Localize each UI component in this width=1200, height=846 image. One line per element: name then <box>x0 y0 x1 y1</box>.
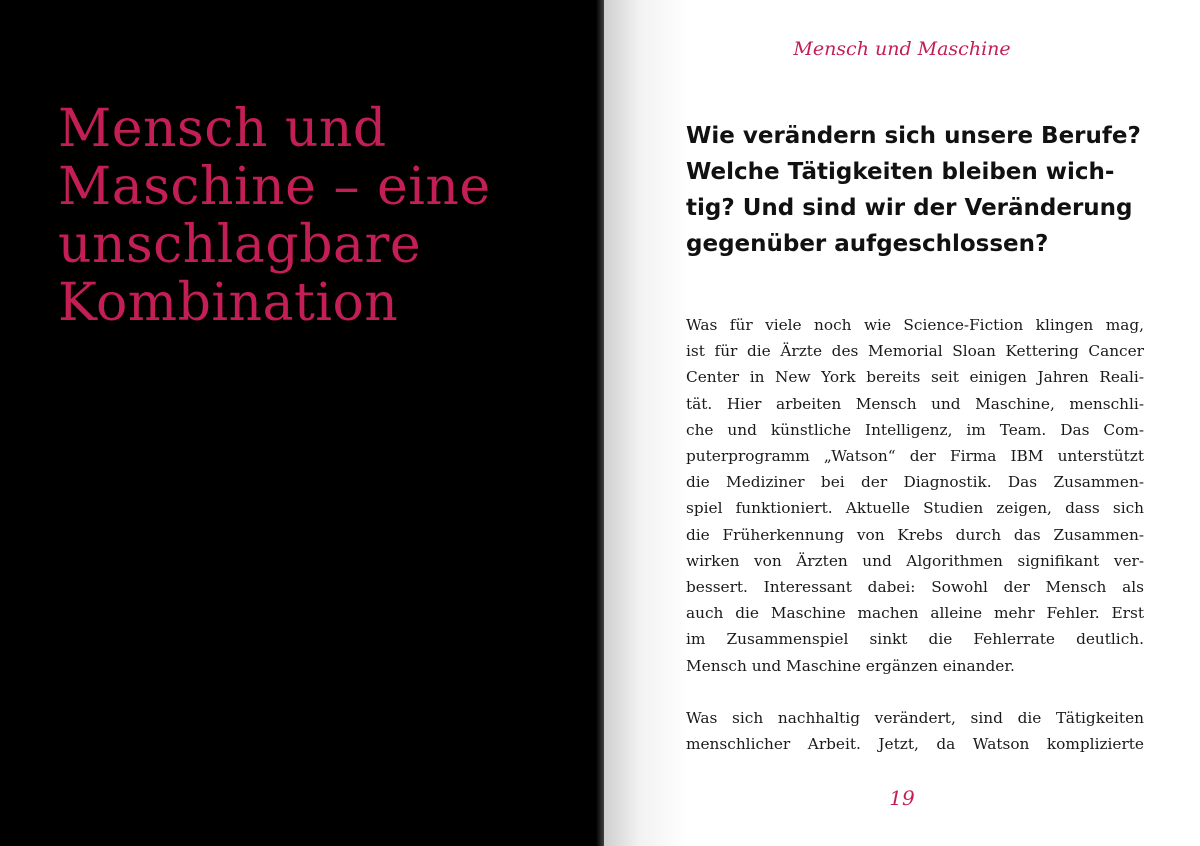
body-paragraph-2 <box>686 705 1144 757</box>
body-line: che und künstliche Intelligenz, im Team. Das Com- <box>686 420 1144 439</box>
lead-question-line: gegenüber aufgeschlossen? <box>686 231 1049 257</box>
chapter-title-line: Maschine – eine <box>58 157 491 217</box>
chapter-title-line: unschlagbare <box>58 215 422 275</box>
body-line: tät. Hier arbeiten Mensch und Maschine, menschli- <box>686 394 1144 413</box>
body-paragraph-1 <box>686 312 1144 679</box>
body-line: Center in New York bereits seit einigen Jahren Reali- <box>686 368 1144 387</box>
chapter-title <box>58 100 578 332</box>
body-line: menschlicher Arbeit. Jetzt, da Watson komplizierte <box>686 735 1144 754</box>
body-line: Mensch und Maschine ergänzen einander. <box>686 656 1015 675</box>
body-line: die Früherkennung von Krebs durch das Zusammen- <box>686 525 1144 544</box>
chapter-title-line: Mensch und <box>58 99 387 159</box>
chapter-title-line: Kombination <box>58 273 399 333</box>
lead-questions <box>686 118 1156 262</box>
body-line: puterprogramm „Watson“ der Firma IBM unterstützt <box>686 447 1144 466</box>
body-line: ist für die Ärzte des Memorial Sloan Kettering Cancer <box>686 342 1144 361</box>
lead-question-line: tig? Und sind wir der Veränderung <box>686 195 1133 221</box>
body-line: im Zusammenspiel sinkt die Fehlerrate deutlich. <box>686 630 1144 649</box>
body-line: die Mediziner bei der Diagnostik. Das Zusammen- <box>686 473 1144 492</box>
body-line: Was sich nachhaltig verändert, sind die Tätigkeiten <box>686 709 1144 727</box>
body-line: Was für viele noch wie Science-Fiction klingen mag, <box>686 316 1144 334</box>
body-line: bessert. Interessant dabei: Sowohl der Mensch als <box>686 578 1144 597</box>
running-head: Mensch und Maschine <box>793 38 1011 60</box>
body-line: spiel funktioniert. Aktuelle Studien zeigen, dass sich <box>686 499 1144 518</box>
body-line: wirken von Ärzten und Algorithmen signifikant ver- <box>686 551 1144 570</box>
lead-question-line: Wie verändern sich unsere Berufe? <box>686 123 1141 149</box>
body-line: auch die Maschine machen alleine mehr Fehler. Erst <box>686 604 1144 623</box>
lead-question-line: Welche Tätigkeiten bleiben wich- <box>686 159 1115 185</box>
page-number: 19 <box>889 786 915 810</box>
